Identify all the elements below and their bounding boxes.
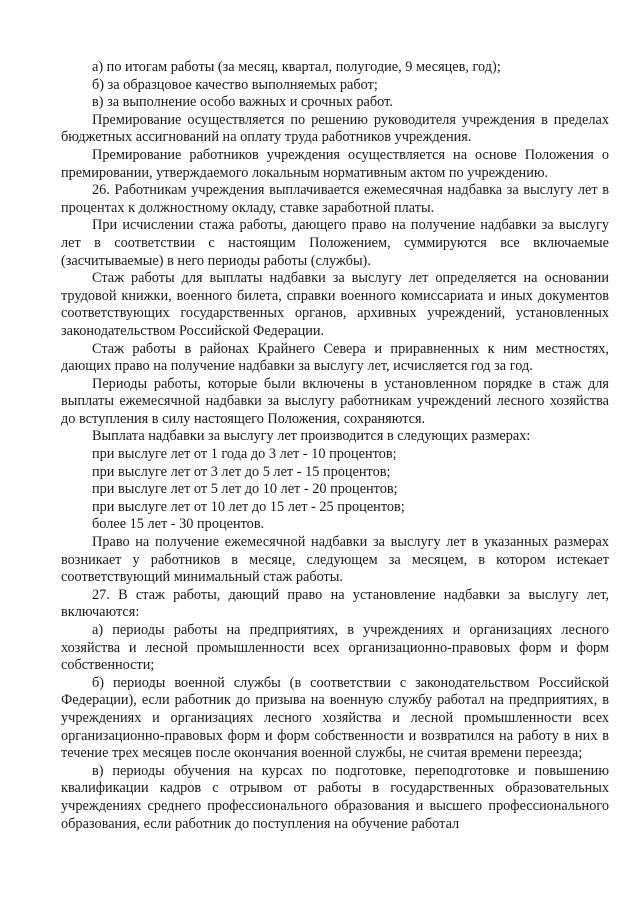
paragraph-entitlement: Право на получение ежемесячной надбавки за выслугу лет в указанных размерах возникает у работников в месяце, следующем за месяцем, в котором истекает соответствующий минимальный стаж работы.	[61, 534, 609, 586]
paragraph-section-26: 26. Работникам учреждения выплачивается ежемесячная надбавка за выслугу лет в процентах к должностному окладу, ставке заработной платы.	[61, 182, 609, 216]
paragraph-bonus-item-b: б) за образцовое качество выполняемых работ;	[92, 76, 378, 93]
paragraph-included-item-c: в) периоды обучения на курсах по подготовке, переподготовке и повышению квалификации кадров с отрывом от работы в государственных образовательных учреждениях среднего профессионального образования и высшего профессионального образования, если работник до поступления на обучение работал	[61, 762, 609, 832]
document-body	[61, 59, 609, 833]
paragraph-section-27: 27. В стаж работы, дающий право на установление надбавки за выслугу лет, включаются:	[61, 586, 609, 621]
paragraph-seniority-documents: Стаж работы для выплаты надбавки за выслугу лет определяется на основании трудовой книжки, военного билета, справки военного комиссариата и иных документов соответствующих государственных органов, архивных учреждений, установленных законодательством Российской Федерации.	[61, 270, 609, 339]
paragraph-previous-periods: Периоды работы, которые были включены в установленном порядке в стаж для выплаты ежемесячной надбавки за выслугу работникам учреждений лесного хозяйства до вступления в силу настоящего Положения, сохраняются.	[61, 375, 609, 427]
paragraph-bonus-item-a: а) по итогам работы (за месяц, квартал, полугодие, 9 месяцев, год);	[92, 59, 501, 75]
paragraph-bonus-item-c: в) за выполнение особо важных и срочных работ.	[92, 94, 393, 111]
list-item-rate-4: при выслуге лет от 10 лет до 15 лет - 25 процентов;	[92, 498, 405, 515]
paragraph-bonus-regulation: Премирование работников учреждения осуществляется на основе Положения о премировании, утверждаемого локальным нормативным актом по учреждению.	[61, 146, 609, 181]
list-item-rate-5: более 15 лет - 30 процентов.	[92, 516, 265, 533]
paragraph-payment-rates-intro: Выплата надбавки за выслугу лет производится в следующих размерах:	[92, 428, 531, 445]
list-item-rate-3: при выслуге лет от 5 лет до 10 лет - 20 процентов;	[92, 481, 398, 498]
paragraph-far-north: Стаж работы в районах Крайнего Севера и приравненных к ним местностях, дающих право на получение надбавки за выслугу лет, исчисляется год за год.	[61, 340, 609, 375]
list-item-rate-2: при выслуге лет от 3 лет до 5 лет - 15 процентов;	[92, 463, 391, 480]
paragraph-included-item-b: б) периоды военной службы (в соответствии с законодательством Российской Федерации), если работник до призыва на военную службу работал на предприятиях, в учреждениях и организациях лесного хозяйства и лесной промышленности всех организационно-правовых форм и форм собственности и возвратился на работу в них в течение трех месяцев после окончания военной службы, не считая времени переезда;	[61, 674, 609, 762]
paragraph-included-item-a: а) периоды работы на предприятиях, в учреждениях и организациях лесного хозяйства и лесной промышленности всех организационно-правовых форм и форм собственности;	[61, 622, 609, 674]
paragraph-bonus-decision: Премирование осуществляется по решению руководителя учреждения в пределах бюджетных ассигнований на оплату труда работников учреждения.	[61, 111, 609, 146]
paragraph-seniority-calculation: При исчислении стажа работы, дающего право на получение надбавки за выслугу лет в соответствии с настоящим Положением, суммируются все включаемые (засчитываемые) в него периоды работы (службы).	[61, 217, 609, 269]
list-item-rate-1: при выслуге лет от 1 года до 3 лет - 10 процентов;	[92, 446, 397, 463]
